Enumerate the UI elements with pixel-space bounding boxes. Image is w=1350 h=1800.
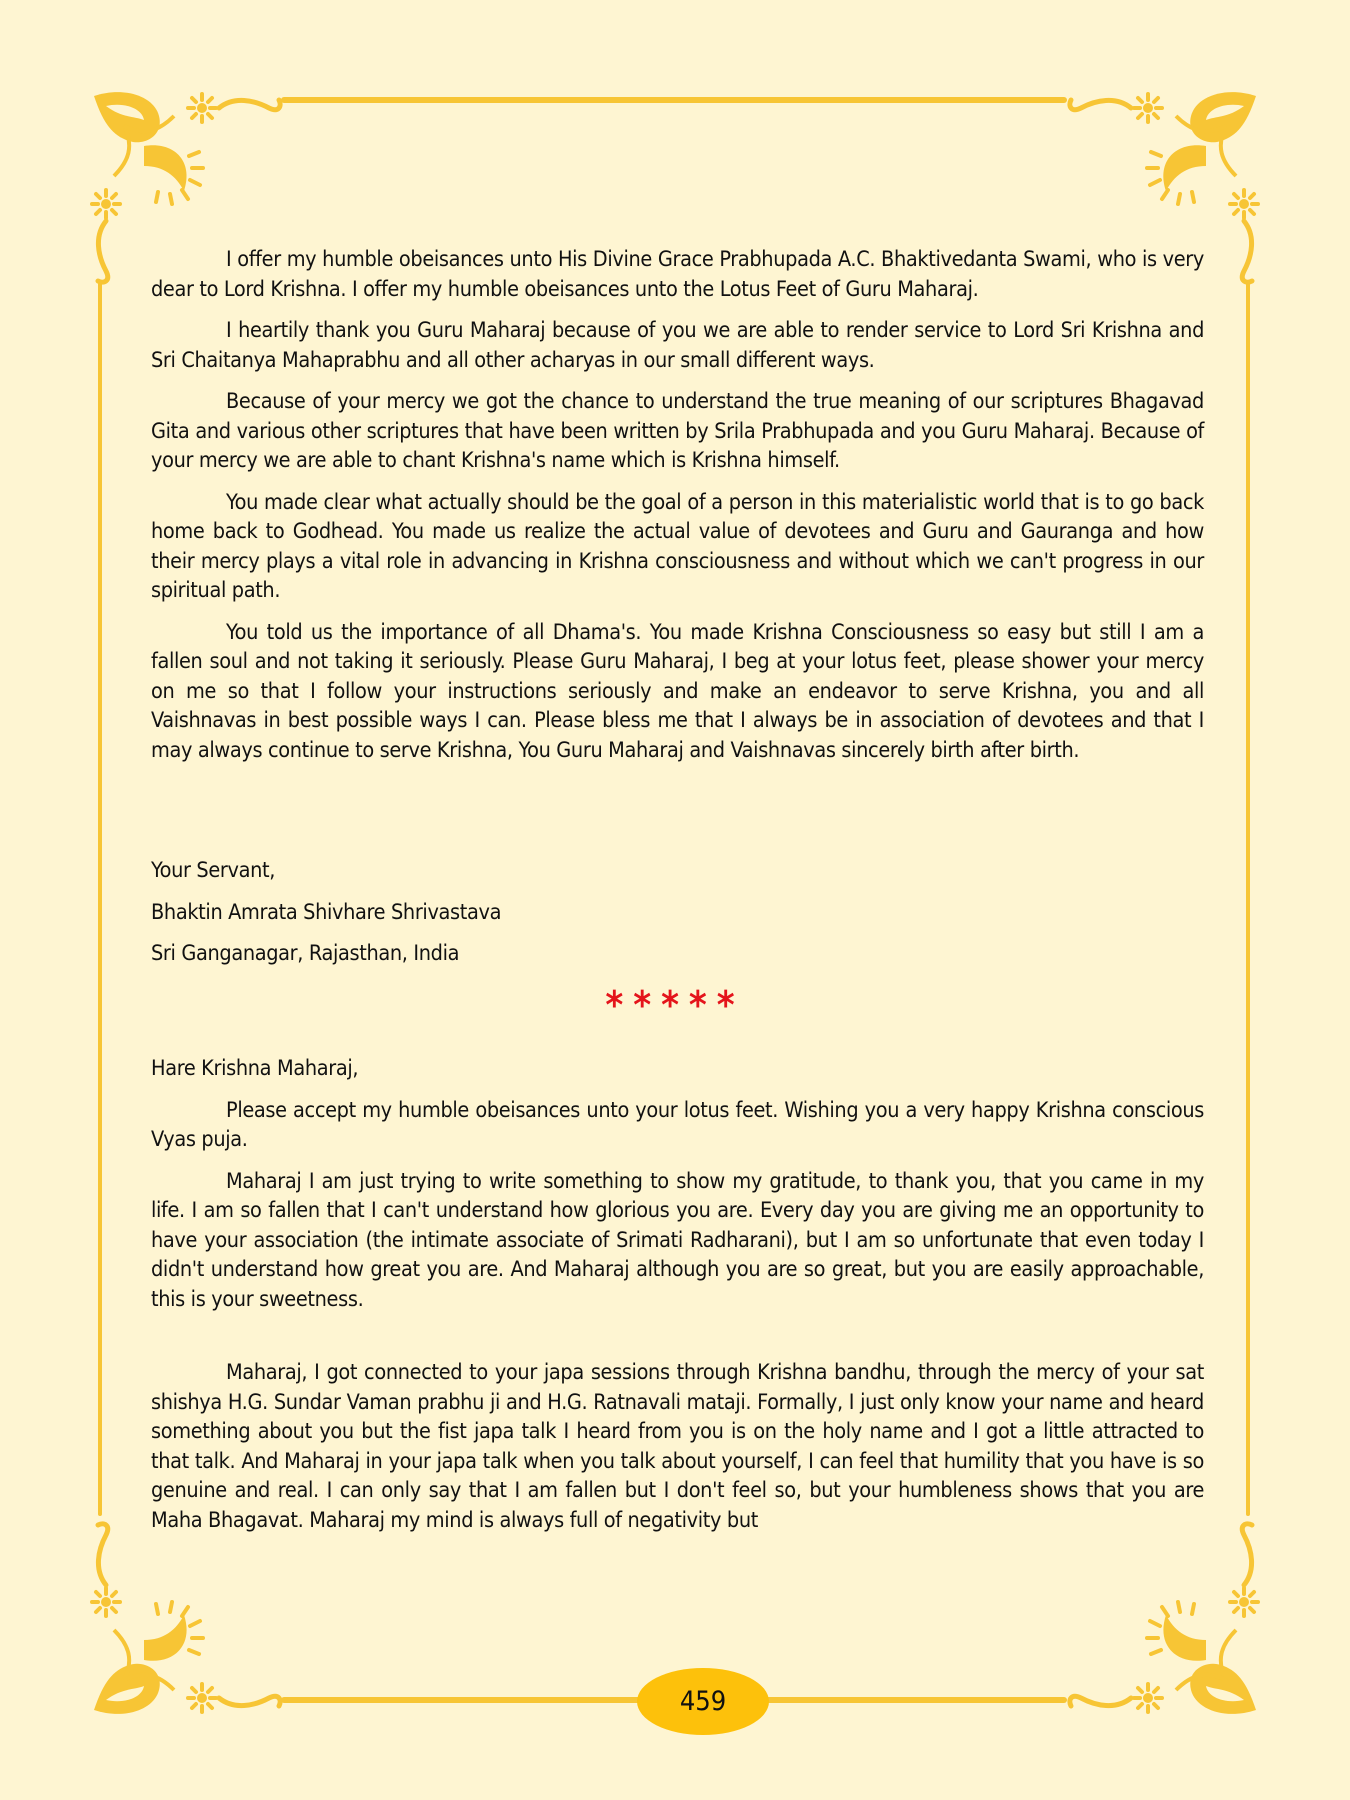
separator-stars: ***** <box>605 983 745 1027</box>
border-bottom-left <box>281 1697 641 1703</box>
paragraph: I offer my humble obeisances unto His Divine Grace Prabhupada A.C. Bhaktivedanta Swami, who is very dear to Lord Krishna. I offer my humble obeisances unto the Lotus Feet of Guru Maharaj. <box>151 247 1204 302</box>
paragraph: Maharaj I am just trying to write something to show my gratitude, to thank you, that you came in my life. I am so fallen that I can't understand how glorious you are. Every day you are giving me an opportunity to have your association (the intimate associate of Srimati Radharani), but I am so unfortunate that even today I didn't understand how great you are. And Maharaj although you are so great, but you are easily approachable, this is your sweetness. <box>151 1168 1204 1312</box>
paragraph: Because of your mercy we got the chance to understand the true meaning of our scriptures Bhagavad Gita and various other scriptures that have been written by Srila Prabhupada and you Guru Maharaj. Because of your mercy we are able to chant Krishna's name which is Krishna himself. <box>151 389 1204 473</box>
author-name: Bhaktin Amrata Shivhare Shrivastava <box>151 899 502 925</box>
paragraph: You told us the importance of all Dhama's. You made Krishna Consciousness so easy but still I am a fallen soul and not taking it seriously. Please Guru Maharaj, I beg at your lotus feet, please shower your mercy on me so that I follow your instructions seriously and make an endeavor to serve Krishna, you and all Vaishnavas in best possible ways I can. Please bless me that I always be in association of devotees and that I may always continue to serve Krishna, You Guru Maharaj and Vaishnavas sincerely birth after birth. <box>151 619 1204 763</box>
border-bottom-right <box>765 1697 1067 1703</box>
author-location: Sri Ganganagar, Rajasthan, India <box>151 941 460 966</box>
border-left <box>98 280 102 1516</box>
letter-1 <box>151 245 1204 777</box>
paragraph: You made clear what actually should be the goal of a person in this materialistic world that is to go back home back to Godhead. You made us realize the actual value of devotees and Guru and Gauranga and how their mercy plays a vital role in advancing in Krishna consciousness and without which we can't progress in our spiritual path. <box>151 489 1204 603</box>
corner-ornament-bottom-left <box>84 1520 284 1720</box>
salutation: Hare Krishna Maharaj, <box>151 1056 359 1081</box>
letter-2 <box>151 1054 1204 1547</box>
paragraph: I heartily thank you Guru Maharaj because of you we are able to render service to Lord Sri Krishna and Sri Chaitanya Mahaprabhu and all other acharyas in our small different ways. <box>151 318 1204 373</box>
border-right <box>1246 280 1250 1516</box>
signature-block <box>151 856 1204 981</box>
page-number-badge <box>637 1668 769 1735</box>
paragraph: Maharaj, I got connected to your japa sessions through Krishna bandhu, through the mercy of your sat shishya H.G. Sundar Vaman prabhu ji and H.G. Ratnavali mataji. Formally, I just only know your name and heard something about you but the fist japa talk I heard from you is on the holy name and I got a little attracted to that talk. And Maharaj in your japa talk when you talk about yourself, I can feel that humility that you have is so genuine and real. I can only say that I am fallen but I don't feel so, but your humbleness shows that you are Maha Bhagavat. Maharaj my mind is always full of negativity but <box>151 1360 1204 1533</box>
paragraph: Please accept my humble obeisances unto your lotus feet. Wishing you a very happy Krishna conscious Vyas puja. <box>151 1097 1204 1152</box>
page-number: 459 <box>679 1686 727 1717</box>
border-top <box>281 97 1067 103</box>
closing: Your Servant, <box>151 858 275 883</box>
corner-ornament-bottom-right <box>1066 1520 1266 1720</box>
